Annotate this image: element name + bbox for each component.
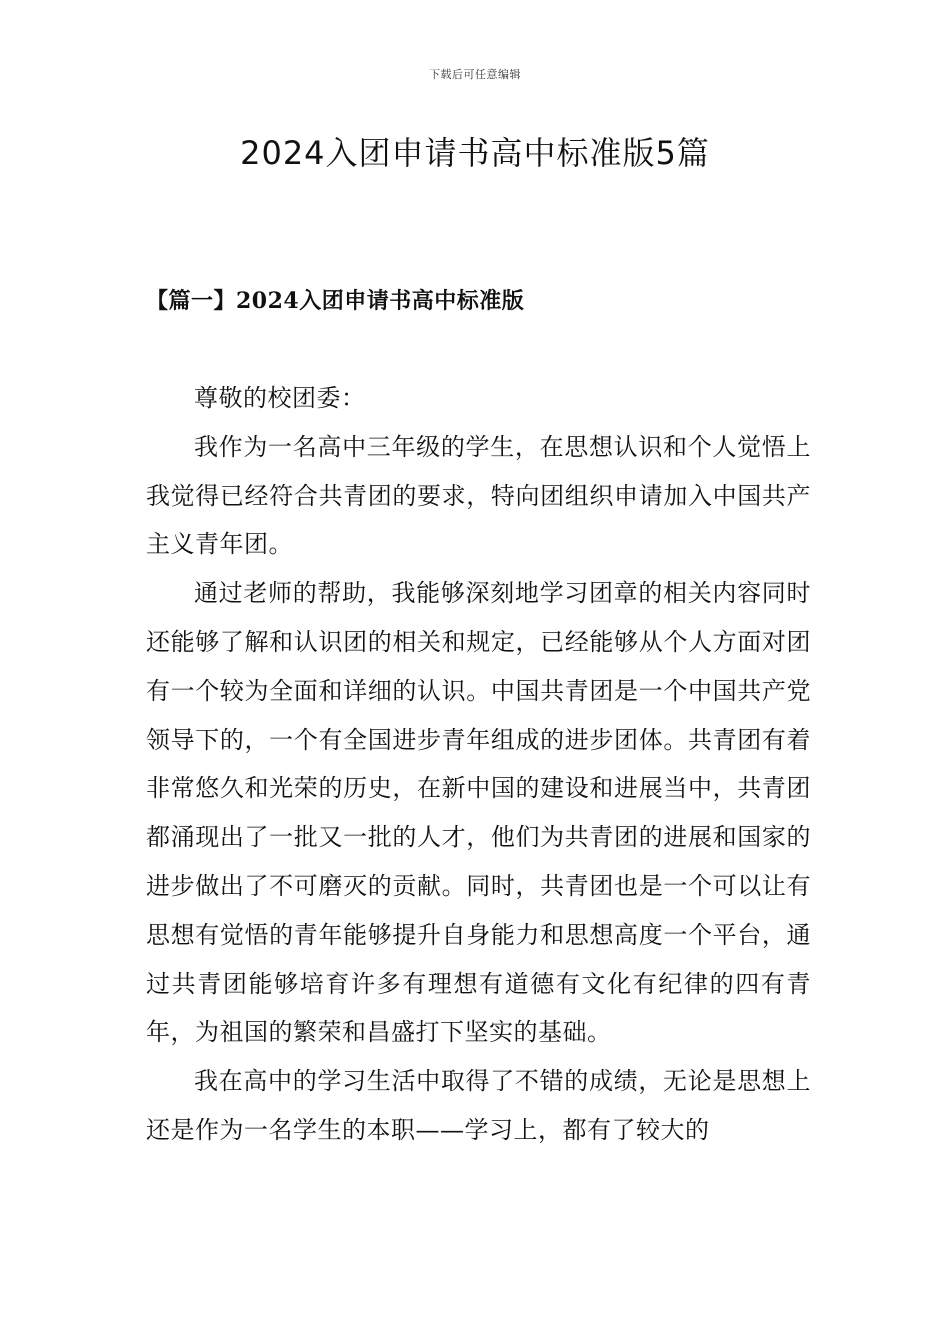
body-paragraph: 我在高中的学习生活中取得了不错的成绩，无论是思想上还是作为一名学生的本职——学习上，都有了较大的 — [146, 1067, 811, 1144]
section-heading: 【篇一】2024入团申请书高中标准版 — [146, 288, 525, 314]
body-paragraph: 我作为一名高中三年级的学生，在思想认识和个人觉悟上我觉得已经符合共青团的要求，特向团组织申请加入中国共产主义青年团。 — [146, 432, 811, 559]
body-text — [146, 374, 811, 1155]
salutation-paragraph: 尊敬的校团委： — [194, 384, 366, 412]
header-note: 下载后可任意编辑 — [429, 68, 521, 81]
document-title: 2024入团申请书高中标准版5篇 — [240, 134, 710, 172]
body-paragraph: 通过老师的帮助，我能够深刻地学习团章的相关内容同时还能够了解和认识团的相关和规定，已经能够从个人方面对团有一个较为全面和详细的认识。中国共青团是一个中国共产党领导下的，一个有全国进步青年组成的进步团体。共青团有着非常悠久和光荣的历史，在新中国的建设和进展当中，共青团都涌现出了一批又一批的人才，他们为共青团的进展和国家的进步做出了不可磨灭的贡献。同时，共青团也是一个可以让有思想有觉悟的青年能够提升自身能力和思想高度一个平台，通过共青团能够培育许多有理想有道德有文化有纪律的四有青年，为祖国的繁荣和昌盛打下坚实的基础。 — [146, 579, 811, 1047]
